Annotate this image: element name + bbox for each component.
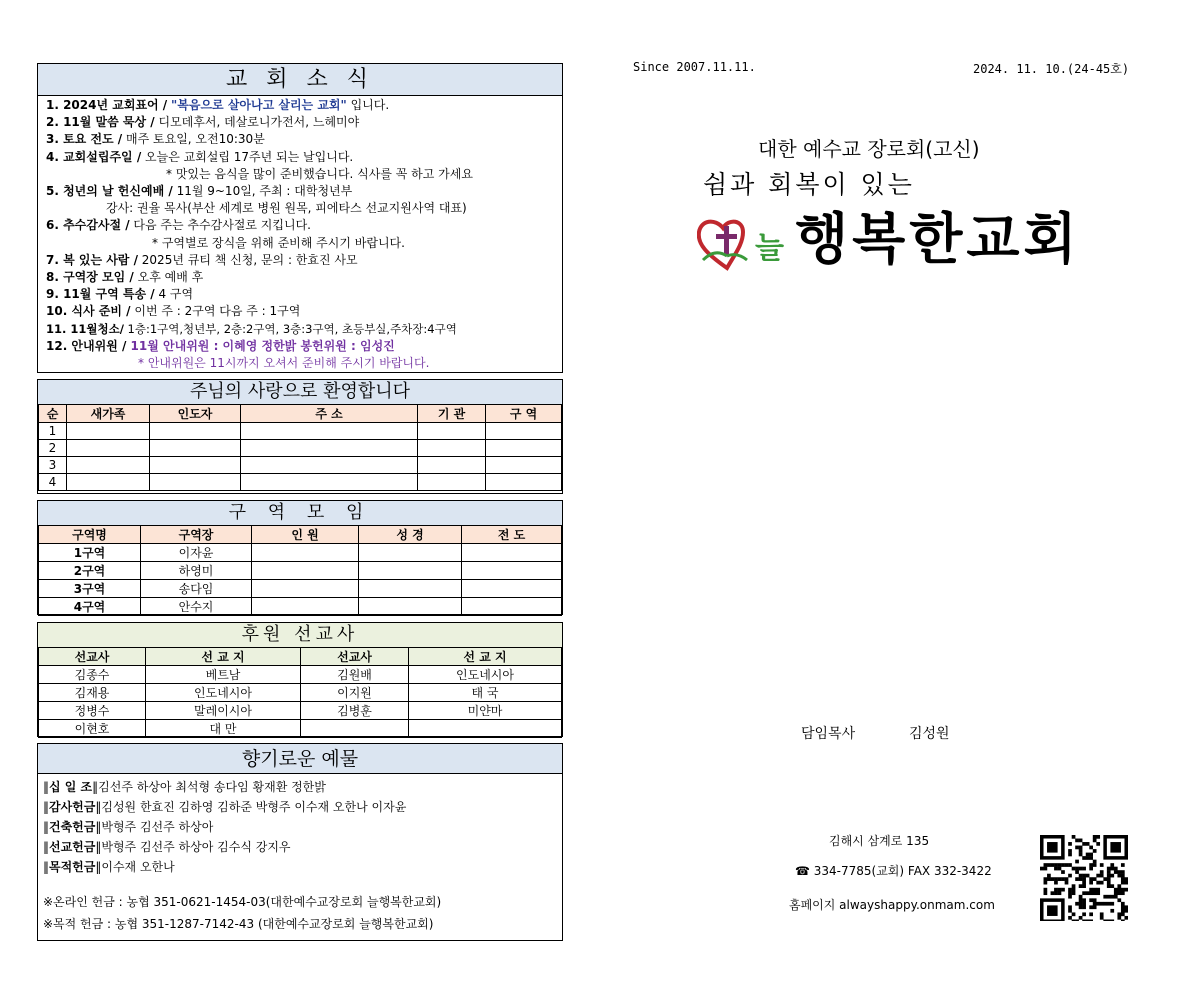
mission-table xyxy=(38,647,562,738)
denomination: 대한 예수교 장로회(고신) xyxy=(758,137,980,161)
pastor-label: 담임목사 xyxy=(801,726,856,742)
welcome-table xyxy=(38,404,562,491)
news-item-6: 6. 추수감사절 / 다음 주는 추수감사절로 지킵니다. xyxy=(46,218,311,233)
table-row xyxy=(39,440,562,457)
table-row: 정병수 말레이시아 김병훈 미얀마 xyxy=(39,702,562,720)
table-row xyxy=(39,562,562,580)
table-row: 김재용 인도네시아 이지원 태 국 xyxy=(39,684,562,702)
news-item-1: 1. 2024년 교회표어 / "복음으로 살아나고 살리는 교회" 입니다. xyxy=(46,98,390,112)
table-row xyxy=(39,474,562,491)
heart-cross-icon xyxy=(697,212,797,274)
district-header-row xyxy=(39,526,562,544)
welcome-title: 주님의 사랑으로 환영합니다 xyxy=(38,380,562,404)
news-item-5: 5. 청년의 날 헌신예배 / 11월 9~10일, 주최 : 대학청년부 xyxy=(46,184,353,199)
church-news-title: 교 회 소 식 xyxy=(38,64,562,96)
mission-title: 후원 선교사 xyxy=(38,623,562,647)
news-item-9: 9. 11월 구역 특송 / 4 구역 xyxy=(46,287,194,302)
district-leader: 하영미 xyxy=(141,562,252,580)
news-item-4-note: * 맛있는 음식을 많이 준비했습니다. 식사를 꼭 하고 가세요 xyxy=(166,166,473,181)
table-row xyxy=(39,457,562,474)
mission-header-row xyxy=(39,648,562,666)
district-name: 3구역 xyxy=(39,580,141,598)
news-item-6-note: * 구역별로 장식을 위해 준비해 주시기 바랍니다. xyxy=(152,235,405,250)
row-number: 4 xyxy=(39,474,67,491)
col-address: 주 소 xyxy=(241,405,418,423)
col-evangelism: 전 도 xyxy=(462,526,562,544)
news-item-11: 11. 11월청소/ 1층:1구역,청년부, 2층:2구역, 3층:3구역, 초등부실,주차장:4구역 xyxy=(46,321,457,336)
table-row xyxy=(39,580,562,598)
col-bible: 성 경 xyxy=(359,526,462,544)
church-phone: ☎ 334-7785(교회) FAX 332-3422 xyxy=(795,864,992,878)
since-date: Since 2007.11.11. xyxy=(633,60,756,74)
col-guide: 인도자 xyxy=(150,405,241,423)
news-item-12: 12. 안내위원 / 11월 안내위원 : 이혜영 정한밝 봉헌위원 : 임성진 xyxy=(46,338,395,353)
mission-section xyxy=(37,622,563,737)
district-leader: 이자윤 xyxy=(141,544,252,562)
col-missionary: 선교사 xyxy=(301,648,409,666)
welcome-header-row xyxy=(39,405,562,423)
church-news-section xyxy=(37,63,563,373)
table-row: 김종수 베트남 김원배 인도네시아 xyxy=(39,666,562,684)
news-item-7: 7. 복 있는 사람 / 2025년 큐티 책 신청, 문의 : 한효진 사모 xyxy=(46,252,358,267)
col-missionary: 선교사 xyxy=(39,648,146,666)
row-number: 2 xyxy=(39,440,67,457)
offering-line: ‖목적헌금‖이수재 오한나 xyxy=(43,860,175,874)
church-logo xyxy=(697,212,797,274)
news-item-3: 3. 토요 전도 / 매주 토요일, 오전10:30분 xyxy=(46,132,265,147)
district-leader: 송다임 xyxy=(141,580,252,598)
online-account: ※온라인 헌금 : 농협 351-0621-1454-03(대한예수교장로회 늘행복한교회) xyxy=(43,895,442,909)
church-homepage[interactable]: 홈페이지 alwayshappy.onmam.com xyxy=(789,898,995,912)
col-org: 기 관 xyxy=(418,405,486,423)
district-leader: 안수지 xyxy=(141,598,252,616)
col-district-name: 구역명 xyxy=(39,526,141,544)
district-section xyxy=(37,500,563,615)
church-name: 행복한교회 xyxy=(795,207,1081,271)
church-address: 김해시 삼계로 135 xyxy=(829,834,930,848)
col-field: 선 교 지 xyxy=(146,648,301,666)
district-name: 1구역 xyxy=(39,544,141,562)
offering-list xyxy=(38,774,562,935)
table-row: 이현호 대 만 xyxy=(39,720,562,738)
col-district: 구 역 xyxy=(486,405,562,423)
col-members: 인 원 xyxy=(252,526,359,544)
offering-title: 향기로운 예물 xyxy=(38,744,562,774)
row-number: 1 xyxy=(39,423,67,440)
table-row xyxy=(39,598,562,616)
issue-date: 2024. 11. 10.(24-45호) xyxy=(973,62,1130,76)
news-item-4: 4. 교회설립주일 / 오늘은 교회설립 17주년 되는 날입니다. xyxy=(46,149,354,164)
row-number: 3 xyxy=(39,457,67,474)
news-item-8: 8. 구역장 모임 / 오후 예배 후 xyxy=(46,270,204,285)
district-name: 2구역 xyxy=(39,562,141,580)
offering-line: ‖감사헌금‖김성원 한효진 김하영 김하준 박형주 이수재 오한나 이자윤 xyxy=(43,800,407,814)
offering-section xyxy=(37,743,563,941)
purpose-account: ※목적 헌금 : 농협 351-1287-7142-43 (대한예수교장로회 늘행복한교회) xyxy=(43,917,434,931)
qr-code-icon[interactable] xyxy=(1040,835,1128,921)
offering-line: ‖십 일 조‖김선주 하상아 최석형 송다임 황재환 정한밝 xyxy=(43,780,326,794)
pastor-name: 김성원 xyxy=(909,726,950,742)
col-newcomer: 새가족 xyxy=(67,405,150,423)
district-title: 구 역 모 임 xyxy=(38,501,562,525)
offering-line: ‖건축헌금‖박형주 김선주 하상아 xyxy=(43,820,214,834)
church-news-list xyxy=(38,96,562,372)
logo-word: 늘 xyxy=(755,231,784,266)
district-table xyxy=(38,525,562,616)
tagline: 쉼과 회복이 있는 xyxy=(703,170,915,199)
table-row xyxy=(39,423,562,440)
welcome-section xyxy=(37,379,563,494)
news-item-2: 2. 11월 말씀 묵상 / 디모데후서, 데살로니가전서, 느헤미야 xyxy=(46,115,360,130)
news-item-10: 10. 식사 준비 / 이번 주 : 2구역 다음 주 : 1구역 xyxy=(46,304,301,319)
offering-line: ‖선교헌금‖박형주 김선주 하상아 김수식 강지우 xyxy=(43,840,291,854)
col-field: 선 교 지 xyxy=(409,648,562,666)
col-leader: 구역장 xyxy=(141,526,252,544)
district-name: 4구역 xyxy=(39,598,141,616)
news-item-12-note: * 안내위원은 11시까지 오셔서 준비해 주시기 바랍니다. xyxy=(138,356,430,371)
news-item-5-note: 강사: 권율 목사(부산 세계로 병원 원목, 피에타스 선교지원사역 대표) xyxy=(106,201,467,216)
table-row xyxy=(39,544,562,562)
col-number: 순 xyxy=(39,405,67,423)
